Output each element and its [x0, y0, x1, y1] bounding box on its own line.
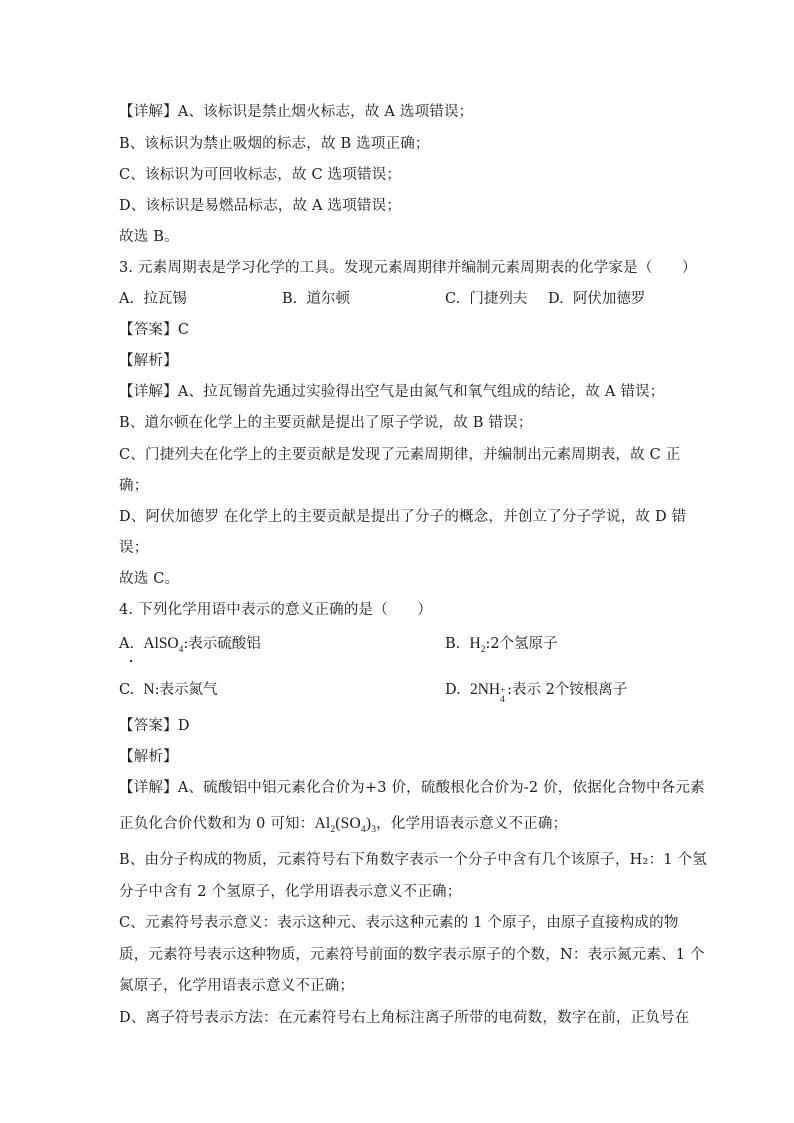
prev-detail-d: D、该标识是易燃品标志，故 A 选项错误； — [119, 198, 402, 214]
q3-detail-b: B、道尔顿在化学上的主要贡献是提出了原子学说，故 B 错误； — [119, 415, 533, 431]
formula-alsо4: AlSO$_4$ — [143, 635, 184, 656]
q4-stem: 4. 下列化学用语中表示的意义正确的是（ ） — [119, 602, 433, 618]
q3-detail-d-line2: 误； — [119, 540, 149, 556]
q3-option-b: B. 道尔顿 — [282, 291, 350, 307]
q3-option-a: A. 拉瓦锡 — [119, 291, 187, 307]
prev-detail-c: C、该标识为可回收标志，故 C 选项错误； — [119, 167, 402, 183]
q3-option-d: D. 阿伏加德罗 — [548, 291, 646, 307]
q3-stem: 3. 元素周期表是学习化学的工具。发现元素周期律并编制元素周期表的化学家是（ ） — [119, 260, 697, 276]
q4-answer: 【答案】D — [119, 718, 190, 734]
q3-conclusion: 故选 C。 — [119, 571, 180, 587]
q4-detail-a-line2: 正负化合价代数和为 0 可知：$Al_2(SO_4)_3$，化学用语表示意义不正确； — [119, 815, 568, 836]
q3-detail-d-line1: D、阿伏加德罗 在化学上的主要贡献是提出了分子的概念，并创立了分子学说，故 D 错 — [119, 509, 687, 525]
q4-detail-c-line1: C、元素符号表示意义：表示这种元、表示这种元素的 1 个原子，由原子直接构成的物 — [119, 915, 679, 931]
formula-h2: $H_2$ — [469, 635, 486, 656]
formula-n: N — [143, 681, 155, 698]
prev-detail-b: B、该标识为禁止吸烟的标志，故 B 选项正确； — [119, 136, 430, 152]
q4-option-c: C. N:表示氮气 — [119, 681, 218, 698]
mark-dot — [130, 660, 132, 662]
q4-detail-b-line2: 分子中含有 2 个氢原子，化学用语表示意义不正确； — [119, 884, 462, 900]
q4-detail-a-line1: 【详解】A、硫酸铝中铝元素化合价为+3 价，硫酸根化合价为-2 价，依据化合物中各元素 — [119, 780, 705, 796]
q3-answer: 【答案】C — [119, 322, 190, 338]
formula-al2so43: $Al_2(SO_4)_3$ — [314, 815, 377, 836]
q4-analysis-heading: 【解析】 — [119, 749, 178, 765]
q3-detail-c-line2: 确； — [119, 478, 149, 494]
q4-option-d: D. 2NH + 4 :表示 2个铵根离子 — [445, 681, 628, 705]
q4-detail-d-line1: D、离子符号表示方法：在元素符号右上角标注离子所带的电荷数，数字在前，正负号在 — [119, 1010, 690, 1026]
q3-detail-a: 【详解】A、拉瓦锡首先通过实验得出空气是由氮气和氧气组成的结论，故 A 错误； — [119, 384, 665, 400]
q4-option-b: B. $H_2:2$个氢原子 — [445, 635, 558, 656]
prev-conclusion: 故选 B。 — [119, 229, 179, 245]
q3-analysis-heading: 【解析】 — [119, 353, 178, 369]
q4-detail-c-line3: 氮原子，化学用语表示意义不正确； — [119, 978, 355, 994]
formula-2nh4: 2NH + 4 — [469, 681, 506, 705]
q3-detail-c-line1: C、门捷列夫在化学上的主要贡献是发现了元素周期律，并编制出元素周期表，故 C 正 — [119, 447, 681, 463]
q4-detail-c-line2: 质，元素符号表示这种物质，元素符号前面的数字表示原子的个数，N：表示氮元素、1 个 — [119, 947, 705, 963]
prev-detail-a: 【详解】A、该标识是禁止烟火标志，故 A 选项错误； — [119, 104, 474, 120]
q3-option-c: C. 门捷列夫 — [445, 291, 528, 307]
q4-option-a: A. AlSO$_4$:表示硫酸铝 — [119, 635, 261, 656]
q4-detail-b-line1: B、由分子构成的物质，元素符号右下角数字表示一个分子中含有几个该原子，H₂：1 个氢 — [119, 852, 707, 868]
